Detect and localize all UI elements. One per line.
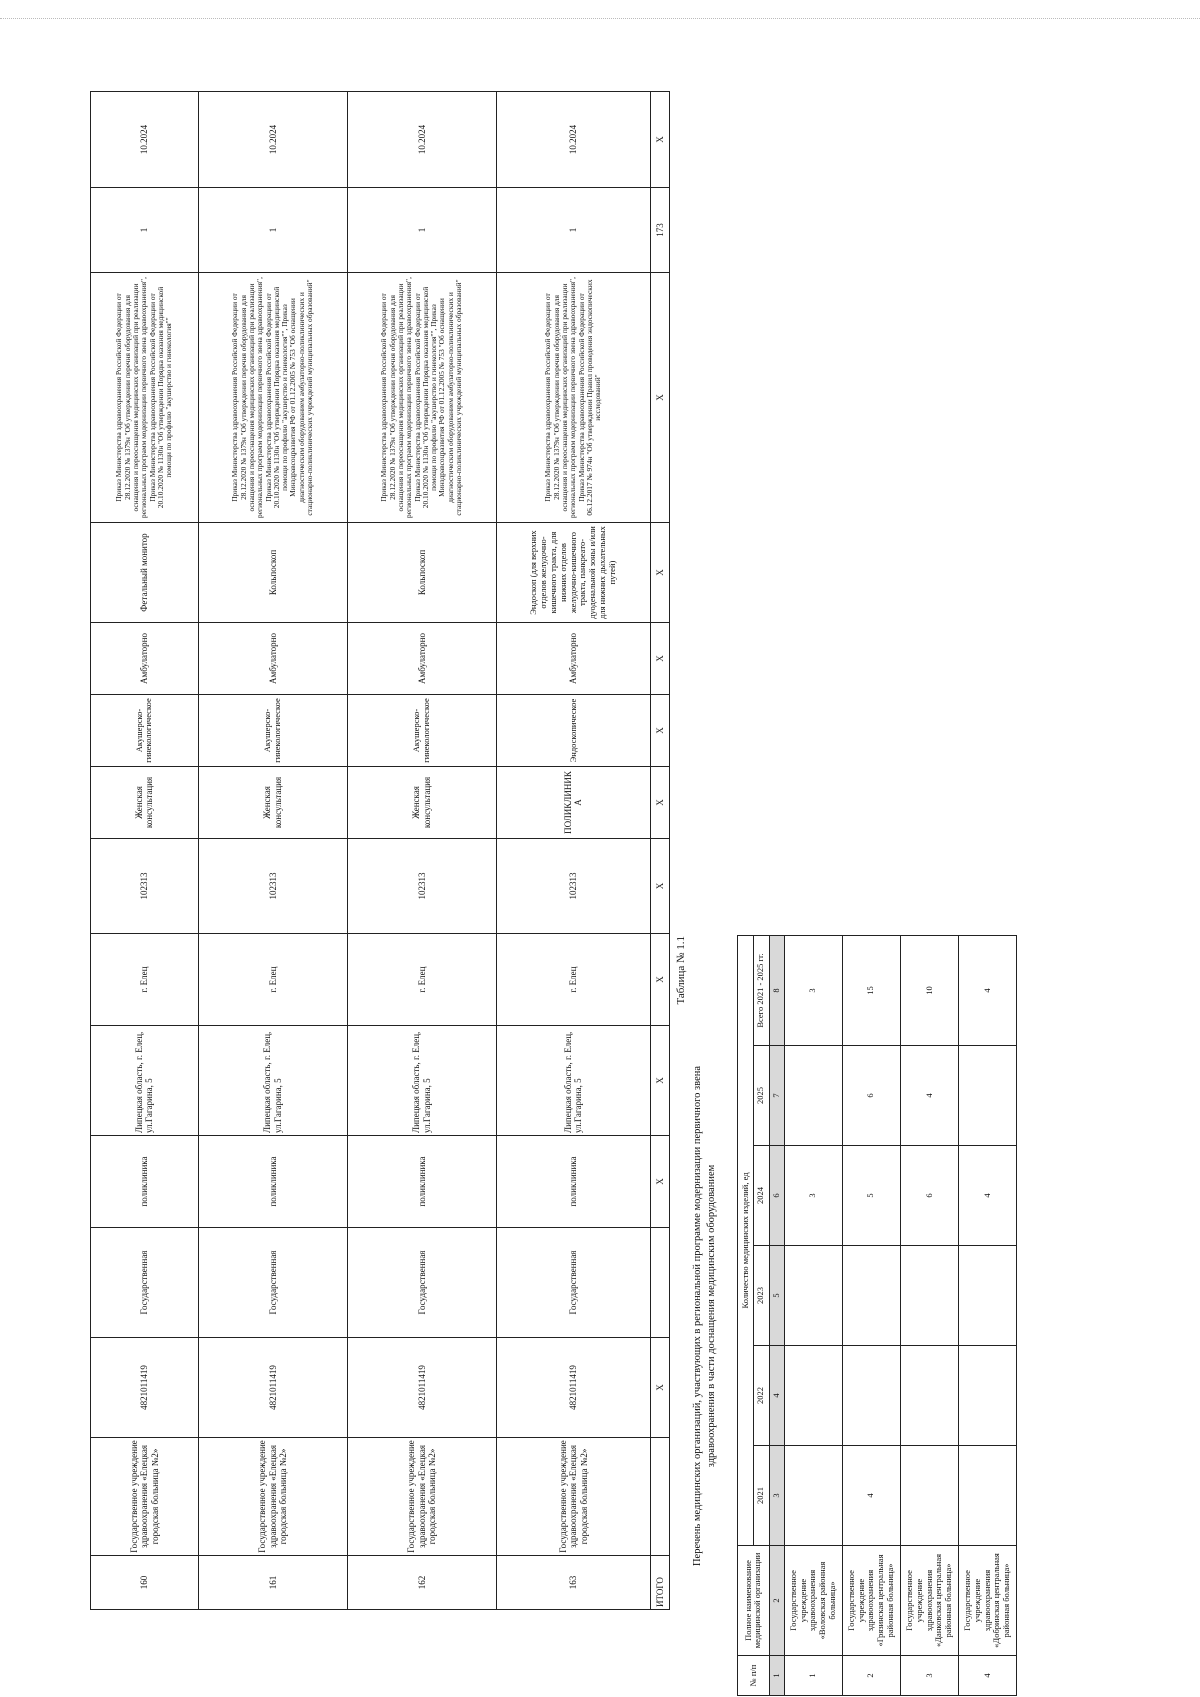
qty-2025 — [784, 1046, 842, 1146]
table-row — [198, 92, 347, 1610]
unit: ПОЛИКЛИНИКА — [496, 767, 650, 839]
care-form: Амбулаторно — [496, 623, 650, 695]
table-row — [900, 935, 958, 1695]
row-number: 3 — [900, 1656, 958, 1696]
oktmo: 102313 — [496, 839, 650, 934]
qty-2025: 6 — [842, 1046, 900, 1146]
ownership: Государственная — [347, 1228, 496, 1338]
total-x: X — [651, 934, 670, 1026]
total-x: X — [651, 623, 670, 695]
date: 10.2024 — [198, 92, 347, 188]
ownership: Государственная — [91, 1228, 199, 1338]
org-name: Государственное учреждение здравоохранения «Данковская центральная районная больница» — [900, 1546, 958, 1656]
col-number: 1 — [769, 1656, 784, 1696]
header-total: Всего 2021 - 2025 гг. — [753, 935, 769, 1045]
profile: Акушерско-гинекологическое — [91, 695, 199, 767]
table-caption: Таблица № 1.1 — [675, 936, 687, 1005]
col-number: 4 — [769, 1346, 784, 1446]
table-row — [496, 92, 650, 1610]
org-inn: 4821011419 — [496, 1338, 650, 1438]
quantity: 1 — [91, 188, 199, 273]
qty-2024: 6 — [900, 1146, 958, 1246]
col-number: 3 — [769, 1446, 784, 1546]
row-number: 1 — [784, 1656, 842, 1696]
table-title-line1: Перечень медицинских организаций, участвующих в региональной программе модернизации первичного звена — [692, 1065, 703, 1567]
org-name: Государственное учреждение здравоохранения «Елецкая городская больница №2» — [91, 1438, 199, 1556]
settlement: г. Елец — [347, 934, 496, 1026]
col-number: 2 — [769, 1546, 784, 1656]
header-org: Полное наименование медицинской организации — [738, 1546, 770, 1656]
header-year: 2022 — [753, 1346, 769, 1446]
qty-2021 — [784, 1446, 842, 1546]
qty-2021: 4 — [842, 1446, 900, 1546]
totals-row — [651, 92, 670, 1610]
total-quantity: 173 — [651, 188, 670, 273]
row-number: 163 — [496, 1556, 650, 1610]
header-qty-group: Количество медицинских изделий, ед — [738, 935, 754, 1545]
oktmo: 102313 — [347, 839, 496, 934]
address: Липецкая область, г. Елец, ул.Гагарина, 5 — [198, 1026, 347, 1136]
legal-basis: Приказ Министерства здравоохранения Российской Федерации от 28.12.2020 № 1379н "Об утверждении перечня оборудования для оснащения и переоснащения медицинских организаций при реализации региональных программ модернизации первичного звена здравоохранения", Приказ Министерства здравоохранения Российской Федерации от 20.10.2020 № 1130н "Об утверждении Порядка оказания медицинской помощи по профилю "акушерство и гинекология"", Приказ Минздравсоцразвития РФ от 01.12.2005 № 753 "Об оснащении диагностическим оборудованием амбулаторно-поликлинических и стационарно-поликлинических учреждений муниципальных образований" — [198, 273, 347, 523]
org-type: поликлиника — [496, 1136, 650, 1228]
qty-2024: 3 — [784, 1146, 842, 1246]
row-number: 160 — [91, 1556, 199, 1610]
legal-basis: Приказ Министерства здравоохранения Российской Федерации от 28.12.2020 № 1379н "Об утверждении перечня оборудования для оснащения и переоснащения медицинских организаций при реализации региональных программ модернизации первичного звена здравоохранения", Приказ Министерства здравоохранения Российской Федерации от 20.10.2020 № 1130н "Об утверждении Порядка оказания медицинской помощи по профилю "акушерство и гинекология"" — [91, 273, 199, 523]
table-row — [347, 92, 496, 1610]
qty-total: 4 — [958, 935, 1016, 1045]
address: Липецкая область, г. Елец, ул.Гагарина, 5 — [347, 1026, 496, 1136]
qty-2021 — [958, 1446, 1016, 1546]
total-label: ИТОГО — [651, 1556, 670, 1610]
care-form: Амбулаторно — [347, 623, 496, 695]
header-year: 2024 — [753, 1146, 769, 1246]
qty-2023 — [842, 1246, 900, 1346]
total-x: X — [651, 1136, 670, 1228]
settlement: г. Елец — [198, 934, 347, 1026]
unit: Женская консультация — [347, 767, 496, 839]
care-form: Амбулаторно — [91, 623, 199, 695]
table-row — [958, 935, 1016, 1695]
table-row — [91, 92, 199, 1610]
date: 10.2024 — [347, 92, 496, 188]
total-x-org — [651, 1438, 670, 1556]
total-x: X — [651, 1026, 670, 1136]
ownership: Государственная — [496, 1228, 650, 1338]
qty-2023 — [900, 1246, 958, 1346]
profile: Акушерско-гинекологическое — [198, 695, 347, 767]
table-1-1 — [737, 936, 1017, 1696]
table-title-line2: здравоохранения в части доснащения медицинским оборудованием — [706, 1164, 717, 1468]
oktmo: 102313 — [91, 839, 199, 934]
equipment-table — [90, 91, 670, 1610]
header-row — [738, 935, 754, 1695]
row-number: 162 — [347, 1556, 496, 1610]
unit: Женская консультация — [198, 767, 347, 839]
equipment: Эндоскоп (для верхних отделов желудочно-кишечного тракта, для нижних отделов желудочно-кишечного тракта, панкреато-дуоденальной зоны и/или для нижних дыхательных путей) — [496, 523, 650, 623]
quantity: 1 — [198, 188, 347, 273]
table-1-1-rotated — [675, 936, 1025, 1696]
org-name: Государственное учреждение здравоохранения «Добринская центральная районная больница» — [958, 1546, 1016, 1656]
total-x: X — [651, 523, 670, 623]
settlement: г. Елец — [496, 934, 650, 1026]
equipment-table-rotated — [90, 92, 670, 1610]
total-x: X — [651, 1338, 670, 1438]
col-number: 6 — [769, 1146, 784, 1246]
org-name: Государственное учреждение здравоохранения «Елецкая городская больница №2» — [198, 1438, 347, 1556]
org-name: Государственное учреждение здравоохранения «Елецкая городская больница №2» — [347, 1438, 496, 1556]
qty-2023 — [784, 1246, 842, 1346]
qty-2024: 4 — [958, 1146, 1016, 1246]
qty-2023 — [958, 1246, 1016, 1346]
equipment: Фетальный монитор — [91, 523, 199, 623]
unit: Женская консультация — [91, 767, 199, 839]
settlement: г. Елец — [91, 934, 199, 1026]
address: Липецкая область, г. Елец, ул.Гагарина, 5 — [496, 1026, 650, 1136]
qty-total: 15 — [842, 935, 900, 1045]
qty-2022 — [784, 1346, 842, 1446]
org-type: поликлиника — [347, 1136, 496, 1228]
total-x: X — [651, 273, 670, 523]
profile: Эндоскопическое — [496, 695, 650, 767]
header-year: 2023 — [753, 1246, 769, 1346]
qty-2022 — [900, 1346, 958, 1446]
org-name: Государственное учреждение здравоохранения «Елецкая городская больница №2» — [496, 1438, 650, 1556]
ownership: Государственная — [198, 1228, 347, 1338]
total-x: X — [651, 695, 670, 767]
qty-2025 — [958, 1046, 1016, 1146]
qty-2025: 4 — [900, 1046, 958, 1146]
qty-2024: 5 — [842, 1146, 900, 1246]
header-year: 2025 — [753, 1046, 769, 1146]
care-form: Амбулаторно — [198, 623, 347, 695]
org-type: поликлиника — [198, 1136, 347, 1228]
total-x — [651, 1228, 670, 1338]
row-number: 2 — [842, 1656, 900, 1696]
quantity: 1 — [496, 188, 650, 273]
profile: Акушерско-гинекологическое — [347, 695, 496, 767]
total-x: X — [651, 839, 670, 934]
org-type: поликлиника — [91, 1136, 199, 1228]
qty-2022 — [958, 1346, 1016, 1446]
date: 10.2024 — [496, 92, 650, 188]
qty-2021 — [900, 1446, 958, 1546]
row-number: 4 — [958, 1656, 1016, 1696]
header-year: 2021 — [753, 1446, 769, 1546]
legal-basis: Приказ Министерства здравоохранения Российской Федерации от 28.12.2020 № 1379н "Об утверждении перечня оборудования для оснащения и переоснащения медицинских организаций при реализации региональных программ модернизации первичного звена здравоохранения", Приказ Министерства здравоохранения Российской Федерации от 06.12.2017 № 974н "Об утверждении Правил проведения эндоскопических исследований" — [496, 273, 650, 523]
org-name: Государственное учреждение здравоохранения «Грязинская центральная районная больница» — [842, 1546, 900, 1656]
equipment: Кольпоскоп — [347, 523, 496, 623]
equipment: Кольпоскоп — [198, 523, 347, 623]
column-numbers-row — [769, 935, 784, 1695]
qty-total: 3 — [784, 935, 842, 1045]
org-inn: 4821011419 — [347, 1338, 496, 1438]
total-x: X — [651, 92, 670, 188]
row-number: 161 — [198, 1556, 347, 1610]
col-number: 5 — [769, 1246, 784, 1346]
col-number: 8 — [769, 935, 784, 1045]
org-inn: 4821011419 — [91, 1338, 199, 1438]
org-inn: 4821011419 — [198, 1338, 347, 1438]
address: Липецкая область, г. Елец, ул.Гагарина, 5 — [91, 1026, 199, 1136]
total-x: X — [651, 767, 670, 839]
table-row — [784, 935, 842, 1695]
qty-total: 10 — [900, 935, 958, 1045]
col-number: 7 — [769, 1046, 784, 1146]
legal-basis: Приказ Министерства здравоохранения Российской Федерации от 28.12.2020 № 1379н "Об утверждении перечня оборудования для оснащения и переоснащения медицинских организаций при реализации региональных программ модернизации первичного звена здравоохранения", Приказ Министерства здравоохранения Российской Федерации от 20.10.2020 № 1130н "Об утверждении Порядка оказания медицинской помощи по профилю "акушерство и гинекология"", Приказ Минздравсоцразвития РФ от 01.12.2005 № 753 "Об оснащении диагностическим оборудованием амбулаторно-поликлинических и стационарно-поликлинических учреждений муниципальных образований" — [347, 273, 496, 523]
oktmo: 102313 — [198, 839, 347, 934]
scan-edge-line — [0, 18, 1200, 19]
org-name: Государственное учреждение здравоохранения «Воловская районная больница» — [784, 1546, 842, 1656]
date: 10.2024 — [91, 92, 199, 188]
header-num: № п/п — [738, 1656, 770, 1696]
qty-2022 — [842, 1346, 900, 1446]
table-row — [842, 935, 900, 1695]
quantity: 1 — [347, 188, 496, 273]
